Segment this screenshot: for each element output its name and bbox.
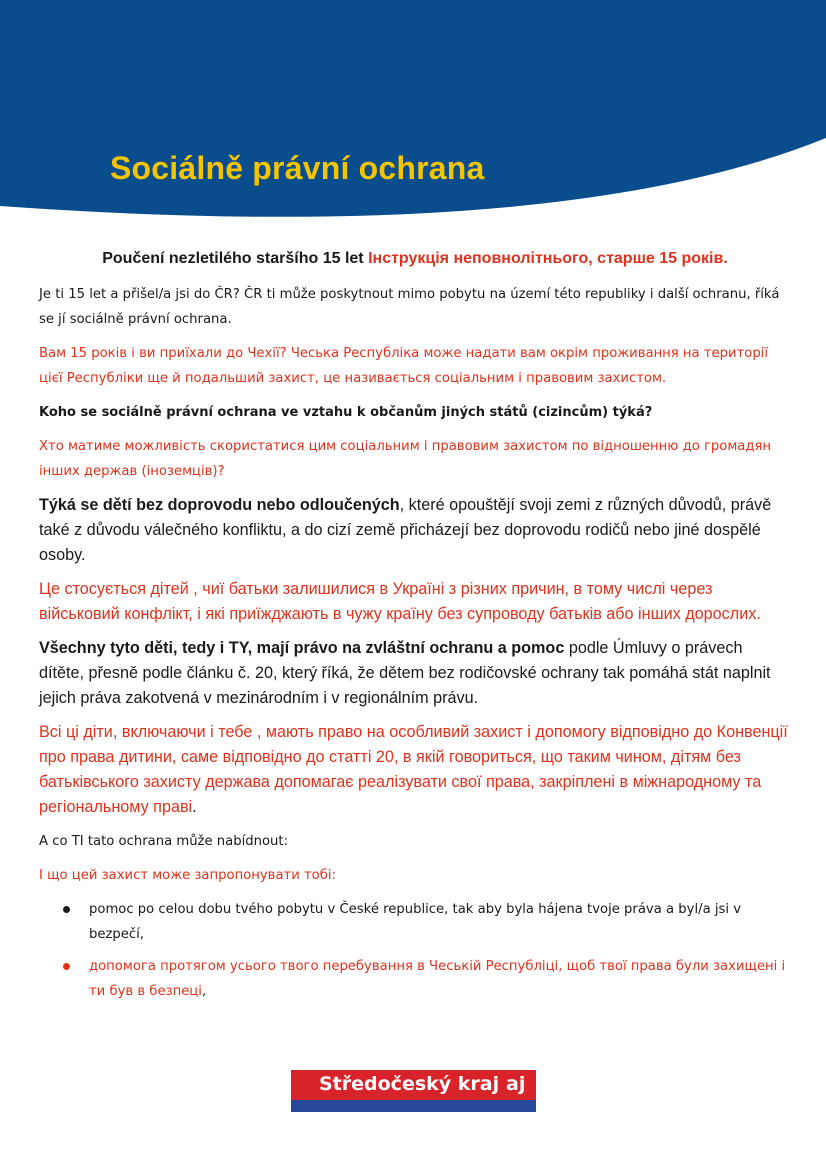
bullet-icon [63,963,70,970]
page-title: Sociálně právní ochrana [110,150,485,186]
document-body [39,250,791,1011]
list-item-end: , [201,984,207,999]
paragraph-3-ua [39,720,791,820]
list-item [39,954,791,1004]
document-subtitle [39,250,791,268]
logo-text-fragment: aj [506,1073,526,1095]
paragraph-3-ua-text: Всі ці діти, включаючи і тебе , мають право на особливий захист і допомогу відповідно до Конвенції про права дитини, саме відповідно до статті 20, в якій говориться, що таким чином, дітям без батьківського захисту держава допомагає реалізувати свої права, закріплені в міжнародному та регіональному праві [39,723,788,816]
paragraph-1-ua: Вам 15 років і ви приїхали до Чехії? Чеська Республіка може надати вам окрім проживання на території цієї Республіки ще й подальший захист, це називається соціальним і правовим захистом. [39,346,769,386]
paragraph-2-cz-bold: Týká se dětí bez doprovodu nebo odloučených [39,496,400,514]
paragraph-4-ua: І що цей захист може запропонувати тобі: [39,868,336,883]
stredocesky-kraj-logo [291,1070,536,1112]
question-ua: Хто матиме можливість скористатися цим соціальним і правовим захистом по відношенню до громадян інших держав (іноземців)? [39,439,772,479]
subtitle-ua: Інструкція неповнолітнього, старше 15 років. [368,250,728,267]
paragraph-2-cz-rest: , které opouštějí svoji zemi z různých důvodů, právě také z důvodu válečného konfliktu, a do cizí země přicházejí bez doprovodu rodičů nebo jiné dospělé osoby. [39,496,772,564]
paragraph-2-ua: Це стосується дітей , чиї батьки залишилися в Україні з різних причин, в тому числі через військовий конфлікт, і які приїжджають в чужу країну без супроводу батьків або інших дорослих. [39,580,761,623]
offer-list [39,897,791,1004]
header-band [0,0,826,240]
bullet-icon [63,906,70,913]
paragraph-3-cz [39,636,791,711]
list-item-text: pomoc po celou dobu tvého pobytu v České republice, tak aby byla hájena tvoje práva a byl/a jsi v bezpečí, [89,902,742,942]
question-cz: Koho se sociálně právní ochrana ve vztahu k občanům jiných států (cizincům) týká? [39,405,653,420]
paragraph-3-ua-end: . [192,798,197,816]
paragraph-3-cz-bold: Všechny tyto děti, tedy i TY, mají právo na zvláštní ochranu a pomoc [39,639,565,657]
logo-text: Středočeský kraj [319,1073,500,1095]
list-item [39,897,791,947]
paragraph-1-cz: Je ti 15 let a přišel/a jsi do ČR? ČR ti může poskytnout mimo pobytu na území této republiky i další ochranu, říká se jí sociálně právní ochrana. [39,287,780,327]
subtitle-cz: Poučení nezletilého staršího 15 let [102,250,364,267]
paragraph-3-cz-rest: podle Úmluvy o právech dítěte, přesně podle článku č. 20, který říká, že dětem bez rodičovské ochrany tak pomáhá stát naplnit jejich práva zakotvená v mezinárodním i v regionálním právu. [39,639,771,707]
paragraph-2-cz [39,493,791,568]
logo-blue-band [291,1100,536,1112]
list-item-text: допомога протягом усього твого перебування в Чеській Республіці, щоб твої права були захищені і ти був в безпеці [89,959,786,999]
paragraph-4-cz: A co TI tato ochrana může nabídnout: [39,834,289,849]
